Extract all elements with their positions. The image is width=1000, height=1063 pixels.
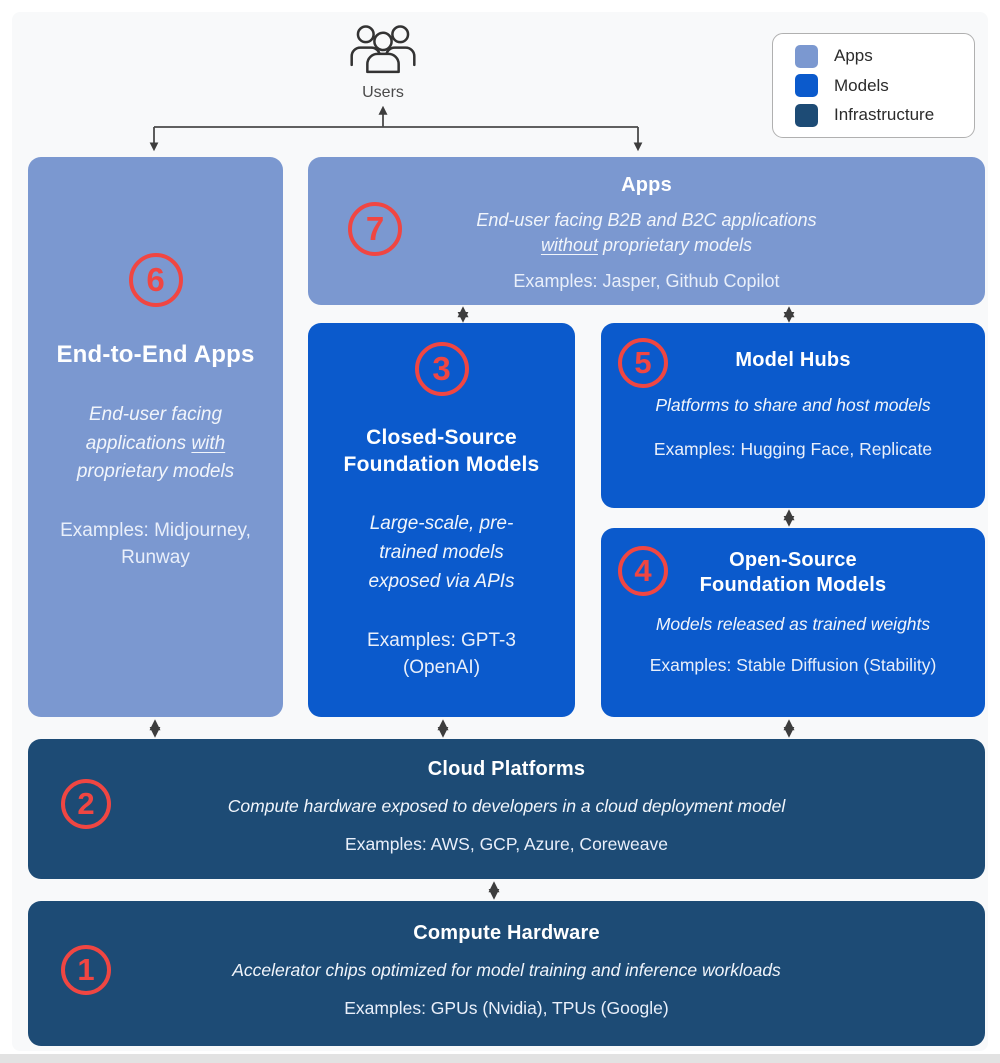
box-open-source-foundation-models	[601, 528, 985, 717]
underlined-word: with	[191, 432, 226, 454]
legend	[772, 33, 975, 138]
legend-item-apps	[795, 45, 974, 68]
underlined-word: without	[540, 234, 598, 255]
description-line: trained models	[379, 542, 504, 564]
closed-models-title	[326, 424, 557, 479]
examples-line: Examples: Midjourney,	[60, 519, 251, 541]
examples-line: (OpenAI)	[402, 657, 481, 679]
compute-hardware-description: Accelerator chips optimized for model training and inference workloads	[232, 960, 781, 980]
compute-hardware-title: Compute Hardware	[413, 922, 600, 944]
closed-models-description	[326, 509, 557, 597]
box-end-to-end-apps	[28, 157, 283, 717]
description-line: proprietary models	[76, 461, 235, 482]
cloud-platforms-examples: Examples: AWS, GCP, Azure, Coreweave	[345, 834, 668, 854]
open-models-examples: Examples: Stable Diffusion (Stability)	[649, 654, 937, 675]
title-line: Open-Source	[729, 549, 857, 571]
window-bottom-edge	[0, 1054, 1000, 1063]
box-cloud-platforms	[28, 739, 985, 879]
description-line: exposed via APIs	[368, 571, 515, 593]
examples-line: Runway	[121, 547, 190, 569]
end-to-end-apps-description	[54, 401, 257, 487]
apps-color-swatch	[795, 45, 818, 68]
number-badge-3: 3	[415, 342, 469, 396]
box-model-hubs	[601, 323, 985, 508]
open-models-description: Models released as trained weights	[655, 613, 931, 634]
description-line: End-user facing B2B and B2C applications	[476, 210, 817, 230]
users-figure	[323, 24, 443, 102]
description-text: proprietary models	[597, 234, 753, 255]
legend-label: Apps	[834, 46, 873, 65]
description-line: Large-scale, pre-	[369, 512, 514, 534]
model-hubs-title: Model Hubs	[735, 349, 851, 371]
apps-description	[308, 208, 985, 258]
title-line: Foundation Models	[343, 453, 540, 477]
models-color-swatch	[795, 74, 818, 97]
apps-title: Apps	[621, 174, 672, 196]
number-badge-6: 6	[129, 253, 183, 307]
description-line	[308, 233, 985, 258]
users-label: Users	[362, 84, 404, 101]
number-badge-5: 5	[618, 338, 668, 388]
users-icon	[347, 24, 419, 76]
legend-label: Infrastructure	[834, 105, 935, 124]
title-line: Closed-Source	[366, 426, 517, 449]
box-compute-hardware	[28, 901, 985, 1046]
end-to-end-apps-examples	[54, 517, 257, 572]
description-text: applications	[85, 432, 192, 454]
infrastructure-color-swatch	[795, 104, 818, 127]
compute-hardware-examples: Examples: GPUs (Nvidia), TPUs (Google)	[344, 998, 669, 1018]
legend-label: Models	[834, 75, 889, 95]
description-line: End-user facing	[88, 404, 223, 425]
examples-line: Examples: GPT-3	[367, 629, 516, 651]
legend-item-models	[795, 74, 974, 97]
title-line: Foundation Models	[699, 574, 887, 597]
box-apps	[308, 157, 985, 305]
apps-examples: Examples: Jasper, Github Copilot	[513, 270, 780, 291]
number-badge-1: 1	[61, 945, 111, 995]
legend-item-infrastructure	[795, 104, 974, 127]
model-hubs-description: Platforms to share and host models	[655, 395, 931, 415]
closed-models-examples	[326, 627, 557, 682]
number-badge-7: 7	[348, 202, 402, 256]
description-line	[54, 430, 257, 459]
end-to-end-apps-title: End-to-End Apps	[56, 341, 255, 368]
number-badge-2: 2	[61, 779, 111, 829]
model-hubs-examples: Examples: Hugging Face, Replicate	[653, 439, 933, 459]
box-closed-source-foundation-models	[308, 323, 575, 717]
cloud-platforms-description: Compute hardware exposed to developers in a cloud deployment model	[227, 796, 786, 816]
number-badge-4: 4	[618, 546, 668, 596]
cloud-platforms-title: Cloud Platforms	[427, 758, 586, 780]
